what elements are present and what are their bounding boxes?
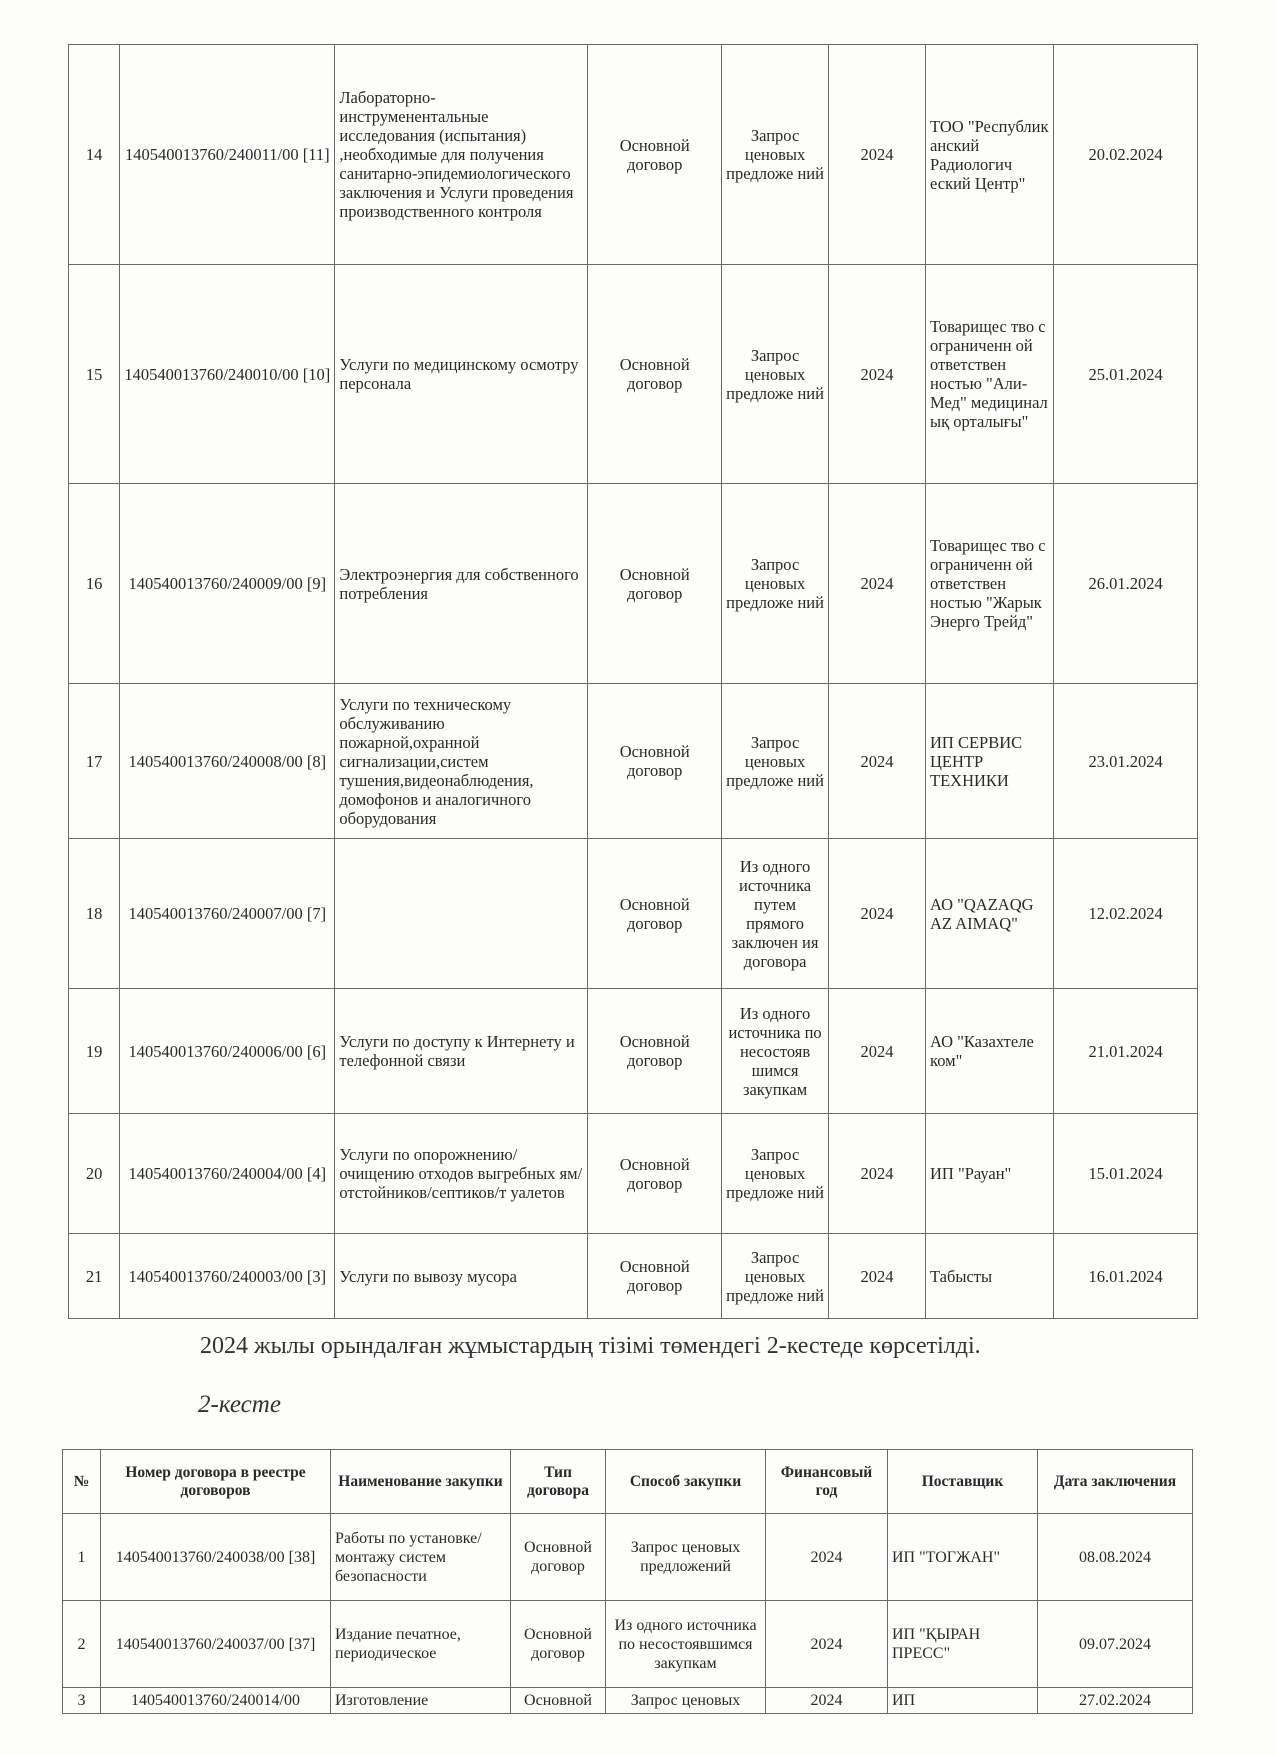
header-number: № <box>63 1450 101 1514</box>
financial-year: 2024 <box>829 45 926 265</box>
conclusion-date: 16.01.2024 <box>1054 1234 1198 1319</box>
conclusion-date: 23.01.2024 <box>1054 684 1198 839</box>
purchase-name <box>335 839 588 989</box>
purchase-name: Лабораторно-инструменентальные исследования (испытания) ,необходимые для получения санитарно-эпидемиологического заключения и Услуги проведения производственного контроля <box>335 45 588 265</box>
conclusion-date: 15.01.2024 <box>1054 1114 1198 1234</box>
table-row <box>63 1688 1193 1714</box>
purchase-name: Услуги по доступу к Интернету и телефонной связи <box>335 989 588 1114</box>
table-row <box>63 1601 1193 1688</box>
contract-type: Основной договор <box>588 265 722 484</box>
supplier: Товарищес тво с ограниченн ой ответствен ностью "Али-Мед" медицинал ық орталығы" <box>926 265 1054 484</box>
header-contract: Номер договора в реестре договоров <box>101 1450 331 1514</box>
conclusion-date: 09.07.2024 <box>1038 1601 1193 1688</box>
contract-type: Основной договор <box>588 839 722 989</box>
conclusion-date: 20.02.2024 <box>1054 45 1198 265</box>
table-header-row <box>63 1450 1193 1514</box>
supplier: ИП "ҚЫРАН ПРЕСС" <box>888 1601 1038 1688</box>
purchase-method: Запрос ценовых предложе ний <box>722 45 829 265</box>
supplier: ИП "Рауан" <box>926 1114 1054 1234</box>
contract-number: 140540013760/240008/00 [8] <box>120 684 335 839</box>
contract-type: Основной договор <box>511 1601 606 1688</box>
financial-year: 2024 <box>829 1114 926 1234</box>
financial-year: 2024 <box>766 1514 888 1601</box>
purchase-name: Услуги по вывозу мусора <box>335 1234 588 1319</box>
purchase-name: Издание печатное, периодическое <box>331 1601 511 1688</box>
table-row <box>63 1514 1193 1601</box>
row-number: 18 <box>69 839 120 989</box>
table-row <box>69 684 1198 839</box>
supplier: Табысты <box>926 1234 1054 1319</box>
conclusion-date: 21.01.2024 <box>1054 989 1198 1114</box>
contract-type: Основной договор <box>588 484 722 684</box>
header-date: Дата заключения <box>1038 1450 1193 1514</box>
row-number: 1 <box>63 1514 101 1601</box>
conclusion-date: 26.01.2024 <box>1054 484 1198 684</box>
row-number: 19 <box>69 989 120 1114</box>
supplier: АО "QAZAQG AZ AIMAQ" <box>926 839 1054 989</box>
conclusion-date: 27.02.2024 <box>1038 1688 1193 1714</box>
financial-year: 2024 <box>829 839 926 989</box>
supplier: Товарищес тво с ограниченн ой ответствен ностью "Жарык Энерго Трейд" <box>926 484 1054 684</box>
row-number: 15 <box>69 265 120 484</box>
purchase-name: Услуги по медицинскому осмотру персонала <box>335 265 588 484</box>
row-number: 2 <box>63 1601 101 1688</box>
contract-number: 140540013760/240014/00 <box>101 1688 331 1714</box>
contract-number: 140540013760/240006/00 [6] <box>120 989 335 1114</box>
purchase-method: Из одного источника по несостоявшимся закупкам <box>606 1601 766 1688</box>
table-row <box>69 1234 1198 1319</box>
financial-year: 2024 <box>766 1601 888 1688</box>
financial-year: 2024 <box>829 684 926 839</box>
purchase-method: Запрос ценовых предложе ний <box>722 684 829 839</box>
purchase-method: Запрос ценовых предложений <box>606 1514 766 1601</box>
conclusion-date: 08.08.2024 <box>1038 1514 1193 1601</box>
contract-type: Основной <box>511 1688 606 1714</box>
header-name: Наименование закупки <box>331 1450 511 1514</box>
contracts-table-2 <box>62 1449 1193 1714</box>
row-number: 16 <box>69 484 120 684</box>
contract-type: Основной договор <box>588 45 722 265</box>
contract-type: Основной договор <box>588 684 722 839</box>
row-number: 21 <box>69 1234 120 1319</box>
purchase-name: Услуги по техническому обслуживанию пожарной,охранной сигнализации,систем тушения,видеонаблюдения, домофонов и аналогичного оборудования <box>335 684 588 839</box>
supplier: ТОО "Республик анский Радиологич еский Центр" <box>926 45 1054 265</box>
purchase-name: Услуги по опорожнению/очищению отходов выгребных ям/отстойников/септиков/т уалетов <box>335 1114 588 1234</box>
contract-number: 140540013760/240007/00 [7] <box>120 839 335 989</box>
financial-year: 2024 <box>829 989 926 1114</box>
table-row <box>69 989 1198 1114</box>
contract-number: 140540013760/240004/00 [4] <box>120 1114 335 1234</box>
supplier: ИП "ТОГЖАН" <box>888 1514 1038 1601</box>
contract-number: 140540013760/240009/00 [9] <box>120 484 335 684</box>
conclusion-date: 12.02.2024 <box>1054 839 1198 989</box>
financial-year: 2024 <box>766 1688 888 1714</box>
contract-type: Основной договор <box>588 1114 722 1234</box>
purchase-method: Запрос ценовых <box>606 1688 766 1714</box>
contract-type: Основной договор <box>511 1514 606 1601</box>
table-caption: 2-кесте <box>198 1391 281 1418</box>
header-supplier: Поставщик <box>888 1450 1038 1514</box>
purchase-method: Запрос ценовых предложе ний <box>722 484 829 684</box>
purchase-name: Электроэнергия для собственного потребления <box>335 484 588 684</box>
purchase-method: Запрос ценовых предложе ний <box>722 1234 829 1319</box>
row-number: 20 <box>69 1114 120 1234</box>
row-number: 17 <box>69 684 120 839</box>
purchase-name: Работы по установке/монтажу систем безопасности <box>331 1514 511 1601</box>
contract-type: Основной договор <box>588 1234 722 1319</box>
supplier: АО "Казахтеле ком" <box>926 989 1054 1114</box>
header-type: Тип договора <box>511 1450 606 1514</box>
contract-type: Основной договор <box>588 989 722 1114</box>
table-row <box>69 839 1198 989</box>
financial-year: 2024 <box>829 265 926 484</box>
contracts-table-1 <box>68 44 1198 1319</box>
contract-number: 140540013760/240038/00 [38] <box>101 1514 331 1601</box>
financial-year: 2024 <box>829 484 926 684</box>
contract-number: 140540013760/240011/00 [11] <box>120 45 335 265</box>
table-row <box>69 1114 1198 1234</box>
purchase-method: Из одного источника по несостояв шимся закупкам <box>722 989 829 1114</box>
contract-number: 140540013760/240037/00 [37] <box>101 1601 331 1688</box>
row-number: 3 <box>63 1688 101 1714</box>
financial-year: 2024 <box>829 1234 926 1319</box>
row-number: 14 <box>69 45 120 265</box>
header-method: Способ закупки <box>606 1450 766 1514</box>
contract-number: 140540013760/240003/00 [3] <box>120 1234 335 1319</box>
header-year: Финансовый год <box>766 1450 888 1514</box>
supplier: ИП СЕРВИС ЦЕНТР ТЕХНИКИ <box>926 684 1054 839</box>
supplier: ИП <box>888 1688 1038 1714</box>
purchase-method: Запрос ценовых предложе ний <box>722 1114 829 1234</box>
purchase-name: Изготовление <box>331 1688 511 1714</box>
table-row <box>69 484 1198 684</box>
conclusion-date: 25.01.2024 <box>1054 265 1198 484</box>
table-row <box>69 45 1198 265</box>
purchase-method: Из одного источника путем прямого заключен ия договора <box>722 839 829 989</box>
purchase-method: Запрос ценовых предложе ний <box>722 265 829 484</box>
table-row <box>69 265 1198 484</box>
contract-number: 140540013760/240010/00 [10] <box>120 265 335 484</box>
section-paragraph: 2024 жылы орындалған жұмыстардың тізімі төмендегі 2-кестеде көрсетілді. <box>200 1333 981 1359</box>
